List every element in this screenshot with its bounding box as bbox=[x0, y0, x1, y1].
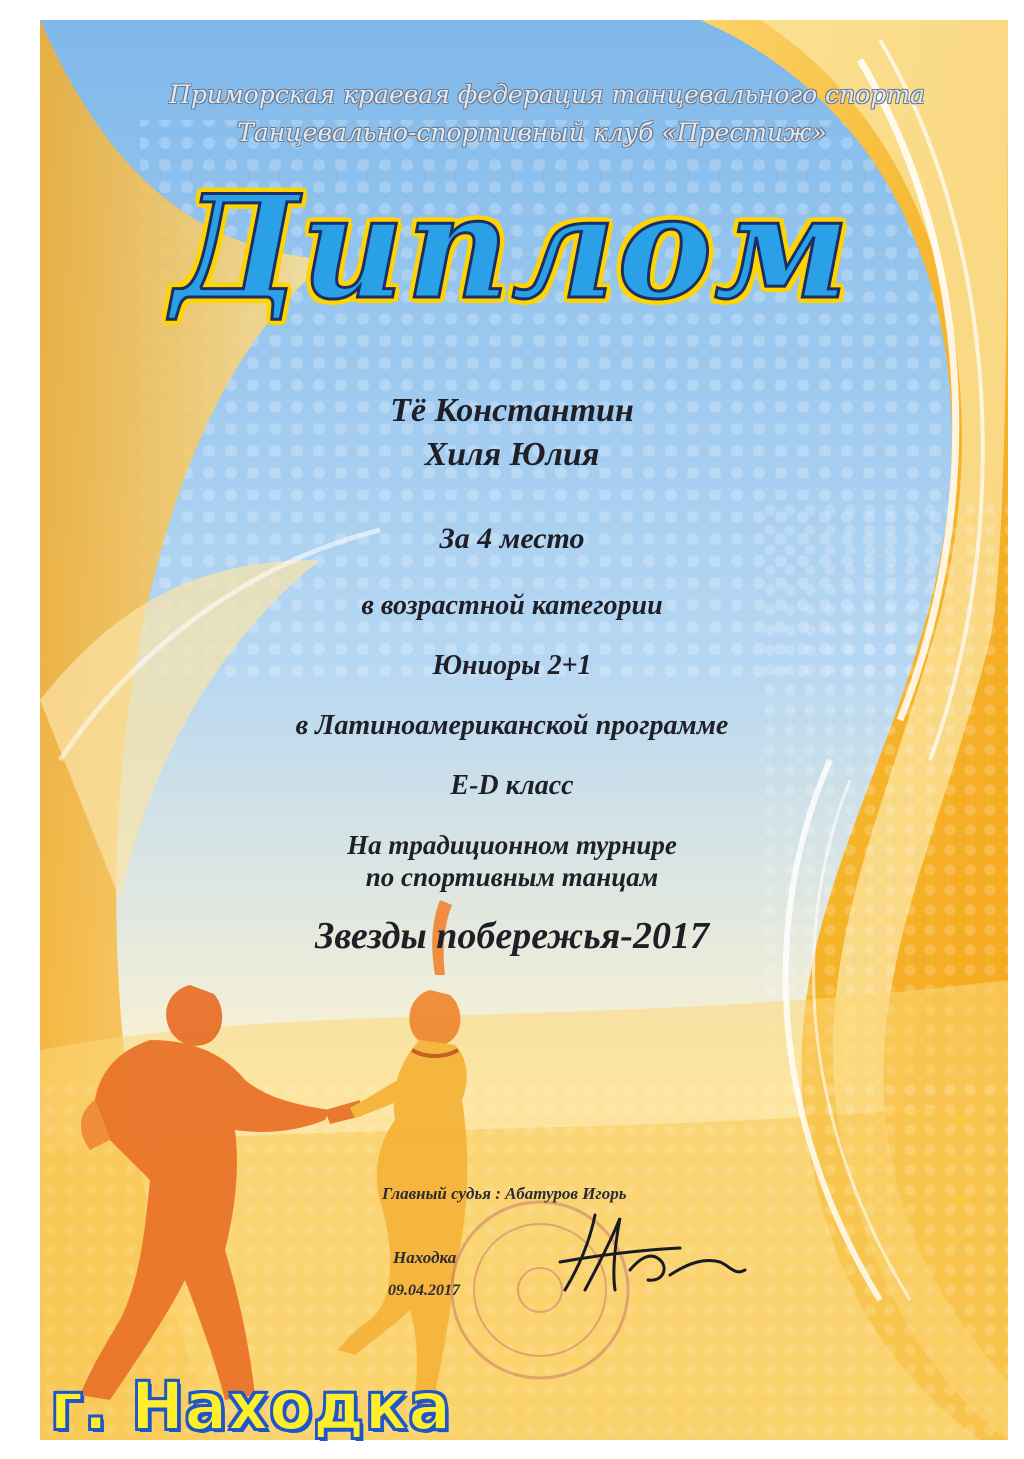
city-label: Находка bbox=[393, 1248, 457, 1267]
diploma-title: Диплом bbox=[172, 165, 852, 331]
class: E-D класс bbox=[450, 770, 574, 801]
recipient-1: Тё Константин bbox=[390, 392, 634, 429]
age-category: Юниоры 2+1 bbox=[432, 650, 592, 681]
federation-name: Приморская краевая федерация танцевального спорта bbox=[169, 80, 925, 109]
recipient-2: Хиля Юлия bbox=[424, 436, 600, 473]
chief-judge: Главный судья : Абатуров Игорь bbox=[382, 1184, 627, 1203]
category-intro: в возрастной категории bbox=[361, 590, 663, 621]
event-line-2: по спортивным танцам bbox=[365, 862, 659, 892]
event-line-1: На традиционном турнире bbox=[347, 830, 677, 860]
diploma-date: 09.04.2017 bbox=[388, 1282, 460, 1299]
event-name: Звезды побережья-2017 bbox=[315, 915, 709, 957]
award-place: За 4 место bbox=[439, 522, 585, 555]
club-name: Танцевально-спортивный клуб «Престиж» bbox=[237, 118, 827, 147]
city-banner: г. Находка bbox=[50, 1368, 452, 1445]
program: в Латиноамериканской программе bbox=[295, 710, 729, 741]
